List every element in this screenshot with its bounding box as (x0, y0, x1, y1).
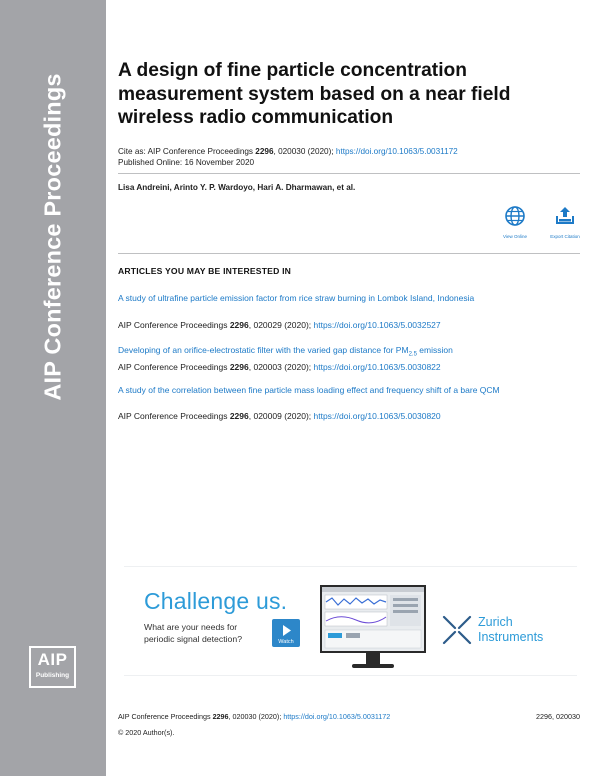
authors-line: Lisa Andreini, Arinto Y. P. Wardoyo, Hari A. Dharmawan, et al. (118, 183, 356, 192)
citation-volume: 2296 (229, 362, 249, 372)
logo-text-publishing: Publishing (35, 672, 70, 679)
logo-text-aip: AIP (37, 650, 68, 669)
journal-vertical-title: AIP Conference Proceedings (39, 73, 66, 401)
advertisement-banner[interactable] (124, 566, 577, 676)
related-article-title[interactable]: A study of the correlation between fine particle mass loading effect and frequency shift of a bare QCM (118, 385, 500, 395)
footer-journal: AIP Conference Proceedings (118, 712, 213, 721)
related-article-citation (118, 411, 578, 422)
ad-headline: Challenge us. (144, 588, 288, 614)
citation-journal: AIP Conference Proceedings (118, 411, 230, 421)
footer-volume: 2296 (212, 712, 229, 721)
zurich-instruments-logo-icon (442, 615, 472, 645)
related-articles-heading: ARTICLES YOU MAY BE INTERESTED IN (118, 266, 292, 276)
view-online-button[interactable] (495, 205, 535, 239)
sidebar (0, 0, 106, 776)
zurich-instruments-logo-text (478, 615, 543, 645)
footer-rest: , 020030 (2020); (228, 712, 284, 721)
export-citation-button[interactable] (545, 205, 585, 239)
related-article-citation (118, 320, 578, 331)
brand-line: Zurich (478, 615, 513, 629)
view-online-label: View Online (503, 234, 527, 239)
footer-citation (118, 712, 390, 722)
monitor-graphic (320, 585, 426, 653)
related-article-citation (118, 362, 578, 373)
monitor-base (352, 664, 394, 668)
related-article-doi-link[interactable]: https://doi.org/10.1063/5.0032527 (313, 320, 441, 330)
cite-as-line (118, 146, 578, 157)
ad-subtext-line: periodic signal detection? (144, 633, 243, 644)
citation-journal: AIP Conference Proceedings (118, 320, 230, 330)
export-icon (554, 205, 576, 227)
citation-volume: 2296 (229, 320, 249, 330)
title-text: Developing of an orifice-electrostatic filter with the varied gap distance for PM (118, 345, 409, 355)
watch-video-button[interactable] (272, 619, 300, 647)
citation-rest: , 020029 (2020); (248, 320, 314, 330)
ad-subtext (144, 622, 242, 645)
cite-volume: 2296 (255, 147, 274, 156)
ad-subtext-line: What are your needs for (144, 622, 238, 632)
export-citation-label: Export Citation (550, 234, 580, 239)
footer-copyright: © 2020 Author(s). (118, 728, 175, 737)
published-online: Published Online: 16 November 2020 (118, 158, 255, 167)
paper-doi-link[interactable]: https://doi.org/10.1063/5.0031172 (335, 147, 458, 156)
footer-page-ref: 2296, 020030 (536, 712, 580, 721)
citation-journal: AIP Conference Proceedings (118, 362, 230, 372)
cite-as-label: Cite as: AIP Conference Proceedings (118, 147, 256, 156)
citation-volume: 2296 (229, 411, 249, 421)
title-subscript: 2.5 (408, 351, 417, 358)
monitor-screen-graphic (322, 587, 424, 651)
watch-label: Watch (278, 639, 294, 645)
citation-rest: , 020003 (2020); (248, 362, 314, 372)
globe-icon (504, 205, 526, 227)
aip-publishing-logo[interactable] (29, 646, 76, 688)
title-text: emission (416, 345, 453, 355)
paper-title: A design of fine particle concentration measurement system based on a near field wireless radio communication (118, 60, 511, 128)
related-article-doi-link[interactable]: https://doi.org/10.1063/5.0030820 (313, 411, 441, 421)
brand-line: Instruments (478, 630, 544, 644)
divider (118, 173, 580, 174)
related-article-title[interactable] (118, 345, 573, 361)
play-icon (272, 621, 300, 641)
related-article-doi-link[interactable]: https://doi.org/10.1063/5.0030822 (313, 362, 441, 372)
related-article-title[interactable]: A study of ultrafine particle emission factor from rice straw burning in Lombok Island, Indonesia (118, 293, 475, 303)
divider (118, 253, 580, 254)
citation-rest: , 020009 (2020); (248, 411, 314, 421)
cite-as-rest: , 020030 (2020); (273, 147, 336, 156)
footer-doi-link[interactable]: https://doi.org/10.1063/5.0031172 (283, 712, 391, 721)
